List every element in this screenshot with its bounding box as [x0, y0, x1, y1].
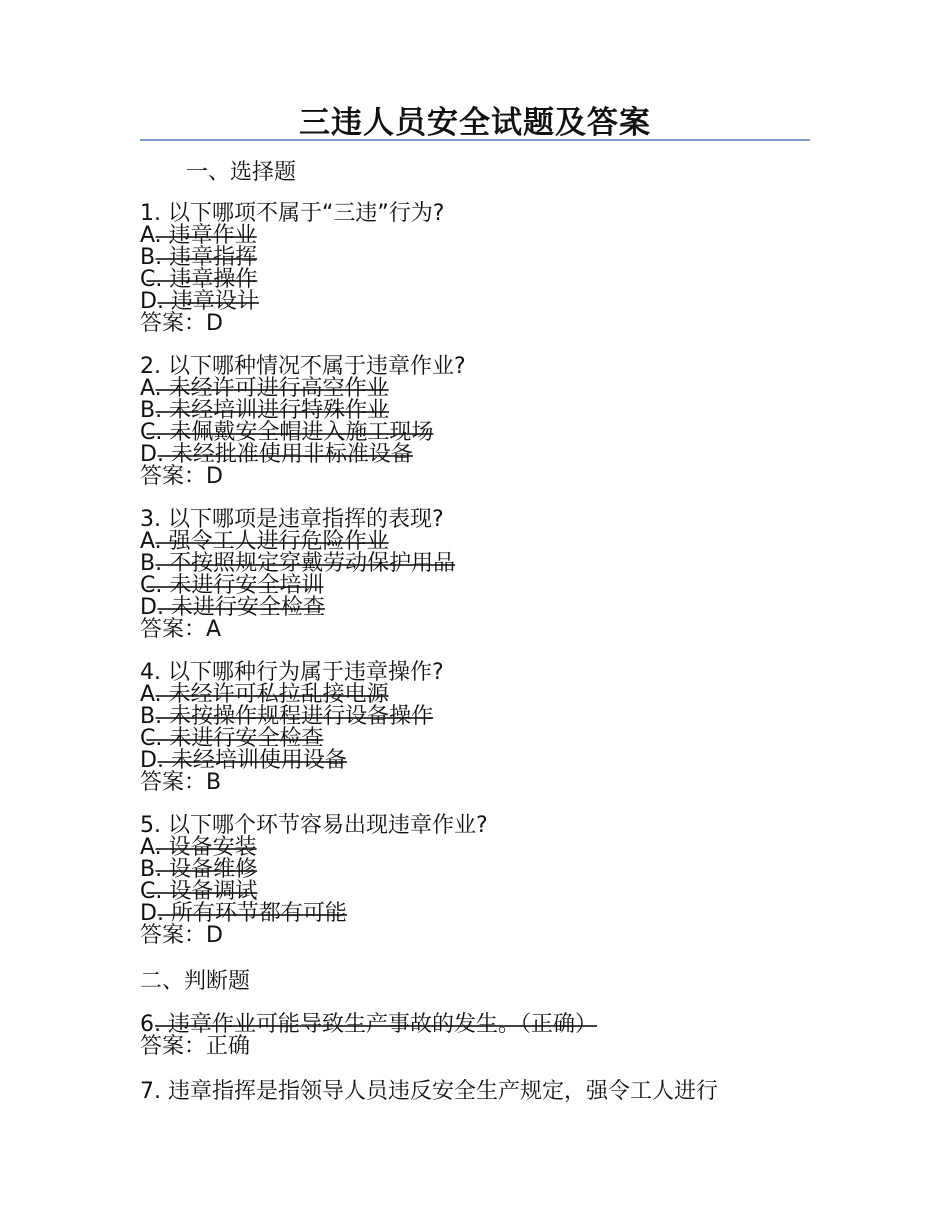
question-block [140, 814, 830, 947]
judgement-answer: 答案：正确 [140, 1034, 251, 1059]
judgement-stem-partial: 7. 违章指挥是指领导人员违反安全生产规定，强令工人进行 [140, 1079, 718, 1104]
question-stem: 4. 以下哪种行为属于违章操作? [140, 660, 444, 685]
question-answer: 答案：A [140, 617, 222, 642]
question-stem: 3. 以下哪项是违章指挥的表现? [140, 507, 444, 532]
section-heading-judgement: 二、判断题 [140, 969, 251, 994]
question-option: A. 设备安装 [140, 835, 257, 860]
question-option: B. 设备维修 [140, 857, 258, 882]
question-option: A. 未经许可进行高空作业 [140, 376, 389, 401]
question-option: B. 未经培训进行特殊作业 [140, 398, 390, 423]
judgement-block [140, 1013, 830, 1058]
question-answer: 答案：D [140, 923, 223, 948]
question-option: C. 设备调试 [140, 879, 258, 904]
question-stem: 5. 以下哪个环节容易出现违章作业? [140, 813, 488, 838]
section-heading-choice: 一、选择题 [186, 160, 297, 185]
question-option: D. 未经批准使用非标准设备 [140, 442, 413, 467]
question-option: A. 强令工人进行危险作业 [140, 529, 389, 554]
question-option: D. 违章设计 [140, 289, 259, 314]
question-block [140, 661, 830, 794]
question-option: A. 未经许可私拉乱接电源 [140, 682, 389, 707]
question-option: C. 未进行安全培训 [140, 573, 324, 598]
question-answer: 答案：D [140, 311, 223, 336]
question-block [140, 508, 830, 641]
question-stem: 1. 以下哪项不属于“三违”行为? [140, 201, 445, 226]
question-option: D. 未经培训使用设备 [140, 748, 347, 773]
question-option: C. 未进行安全检查 [140, 726, 324, 751]
document-title: 三违人员安全试题及答案 [299, 105, 651, 141]
question-option: B. 未按操作规程进行设备操作 [140, 704, 434, 729]
question-answer: 答案：B [140, 770, 222, 795]
question-block [140, 202, 830, 335]
question-option: D. 未进行安全检查 [140, 595, 325, 620]
question-option: C. 未佩戴安全帽进入施工现场 [140, 420, 434, 445]
question-option: B. 违章指挥 [140, 245, 258, 270]
title-underline [140, 139, 810, 141]
question-option: D. 所有环节都有可能 [140, 901, 347, 926]
question-option: B. 不按照规定穿戴劳动保护用品 [140, 551, 456, 576]
question-answer: 答案：D [140, 464, 223, 489]
question-list [140, 202, 830, 1106]
question-block [140, 355, 830, 488]
question-option: C. 违章操作 [140, 267, 258, 292]
question-option: A. 违章作业 [140, 223, 257, 248]
judgement-stem: 6. 违章作业可能导致生产事故的发生。（正确） [140, 1012, 597, 1037]
question-stem: 2. 以下哪种情况不属于违章作业? [140, 354, 466, 379]
